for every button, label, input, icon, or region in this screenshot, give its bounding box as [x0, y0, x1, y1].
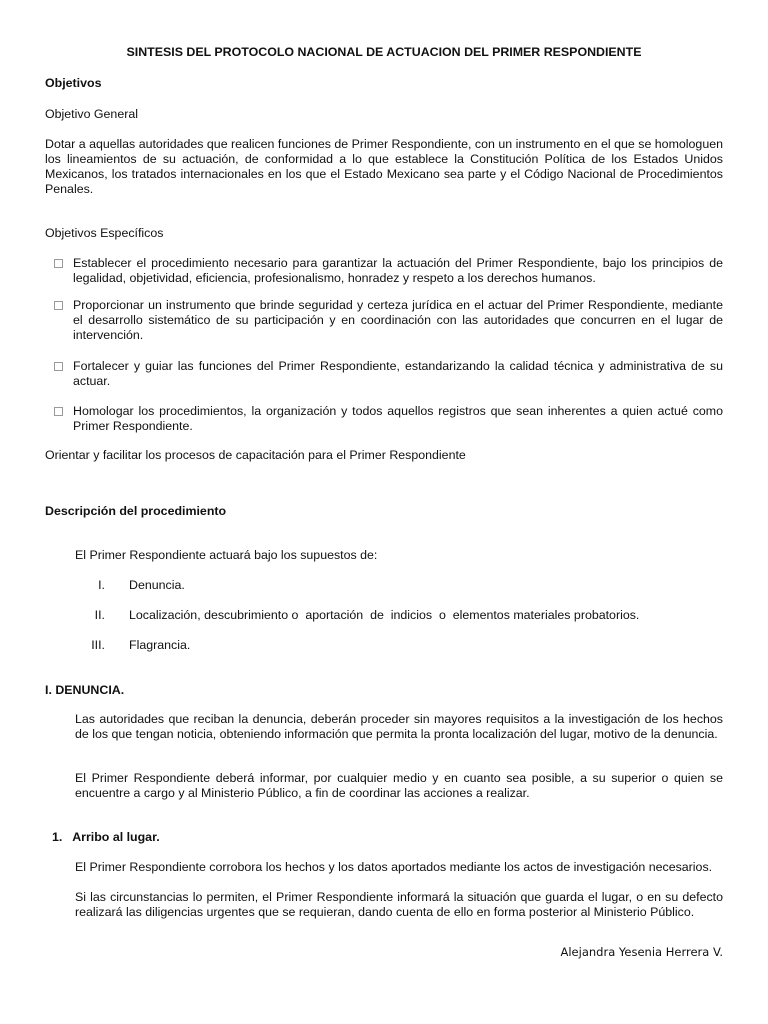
descripcion-intro: El Primer Respondiente actuará bajo los supuestos de: [75, 548, 378, 562]
supuesto-text: Localización, descubrimiento o aportación de indicios o elementos materiales probatorios. [129, 608, 640, 622]
supuesto-number: II. [94, 608, 105, 622]
bullet-icon [54, 259, 63, 268]
objetivos-heading: Objetivos [45, 76, 102, 90]
author-signature: Alejandra Yesenia Herrera V. [560, 945, 723, 959]
objetivo-especifico-item: Proporcionar un instrumento que brinde seguridad y certeza jurídica en el actuar del Primer Respondiente, mediante el desarrollo sistemático de su participación y en coordinación con las autoridades que concurren en el lugar de intervención. [73, 298, 723, 342]
denuncia-paragraph: El Primer Respondiente deberá informar, por cualquier medio y en cuanto sea posible, a su superior o quien se encuentre a cargo y al Ministerio Público, a fin de coordinar las acciones a realizar. [75, 771, 723, 800]
arribo-heading: 1. Arribo al lugar. [52, 830, 160, 844]
supuesto-text: Flagrancia. [129, 638, 191, 652]
objetivo-especifico-item: Fortalecer y guiar las funciones del Primer Respondiente, estandarizando la calidad técnica y administrativa de su actuar. [73, 359, 723, 388]
denuncia-paragraph: Las autoridades que reciban la denuncia, deberán proceder sin mayores requisitos a la investigación de los hechos de los que tengan noticia, obteniendo información que permita la pronta localización del lugar, motivo de la denuncia. [75, 712, 723, 741]
objetivo-general-text: Dotar a aquellas autoridades que realicen funciones de Primer Respondiente, con un instrumento en el que se homologuen los lineamientos de su actuación, de conformidad a lo que establece la Constitución Política de los Estados Unidos Mexicanos, los tratados internacionales en los que el Estado Mexicano sea parte y el Código Nacional de Procedimientos Penales. [45, 137, 723, 196]
supuesto-number: I. [98, 578, 105, 592]
bullet-icon [54, 362, 63, 371]
objetivos-especificos-heading: Objetivos Específicos [45, 226, 164, 240]
objetivo-especifico-item: Establecer el procedimiento necesario para garantizar la actuación del Primer Respondiente, bajo los principios de legalidad, objetividad, eficiencia, profesionalismo, honradez y respeto a los derechos humanos. [73, 256, 723, 285]
objetivo-general-heading: Objetivo General [45, 107, 138, 121]
page-title: SINTESIS DEL PROTOCOLO NACIONAL DE ACTUACION DEL PRIMER RESPONDIENTE [126, 45, 642, 59]
supuesto-text: Denuncia. [129, 578, 185, 592]
arribo-paragraph: Si las circunstancias lo permiten, el Primer Respondiente informará la situación que guarda el lugar, o en su defecto realizará las diligencias urgentes que se requieran, dando cuenta de ello en forma posterior al Ministerio Público. [75, 890, 723, 919]
denuncia-heading: I. DENUNCIA. [45, 683, 125, 697]
arribo-paragraph: El Primer Respondiente corrobora los hechos y los datos aportados mediante los actos de investigación necesarios. [75, 860, 713, 874]
objetivos-closing-text: Orientar y facilitar los procesos de capacitación para el Primer Respondiente [45, 448, 466, 462]
bullet-icon [54, 407, 63, 416]
objetivo-especifico-item: Homologar los procedimientos, la organización y todos aquellos registros que sean inherentes a quien actué como Primer Respondiente. [73, 404, 723, 433]
supuesto-number: III. [91, 638, 105, 652]
bullet-icon [54, 301, 63, 310]
descripcion-heading: Descripción del procedimiento [45, 504, 227, 518]
